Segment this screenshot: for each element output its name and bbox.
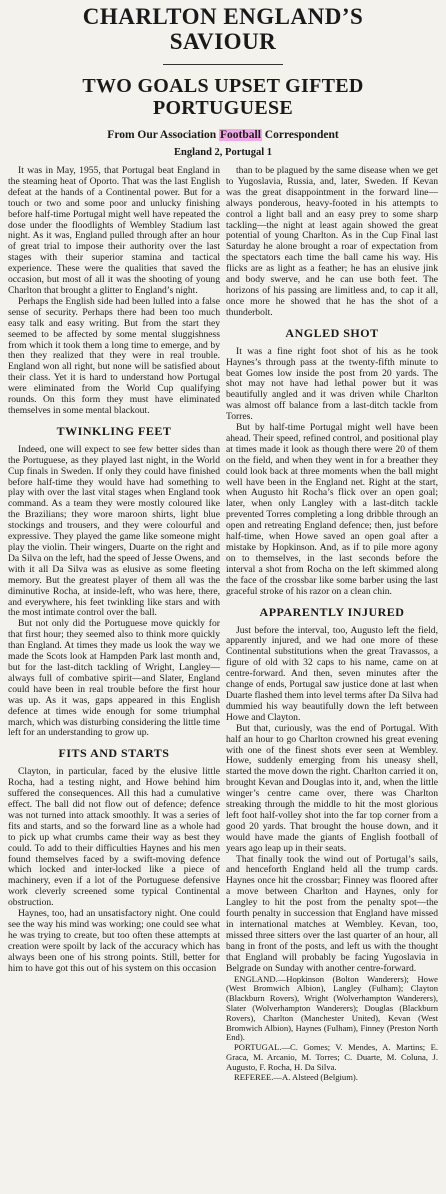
headline-line-2: SAVIOUR [169,29,277,54]
section-heading: FITS AND STARTS [58,746,170,761]
section-heading: TWINKLING FEET [56,423,172,438]
article-body [8,166,438,1082]
byline [8,129,438,141]
byline-highlight: Football [220,129,261,141]
lineup-paragraph: PORTUGAL.—C. Gomes; V. Mendes, A. Martins; E. Graca, M. Arcanio, M. Torres; C. Duarte, M. Coluna, J. Augusto, F. Rocha, H. Da Silva. [226,1042,438,1072]
divider [163,64,283,65]
section-heading: APPARENTLY INJURED [259,604,405,619]
body-paragraph: Indeed, one will expect to see few better sides than the Portuguese, as they played last night, in the World Cup finals in Sweden. If only they could have finished before half-time they would have had something to play with over the last vital stages when England took command. As a team they were mostly coloured like the Brazilians; they wore maroon shirts, light blue stockings and trousers, and they were colourful and expressive. They played the game like someone might play the violin. Their wingers, Duarte on the right and Da Silva on the left, had the speed of Jesse Owens, and with it all Da Silva was as elusive as some fleeting memory. But the greatest player of them all was the diminutive Rocha, at inside-left, who was here, there, and everywhere, his feet twinkling like stars and with the most intimate control over the ball. [8,443,220,619]
lineup-paragraph: REFEREE.—A. Alsteed (Belgium). [234,1071,358,1082]
section-heading: ANGLED SHOT [285,325,379,340]
subhead-line-2: PORTUGUESE [152,97,294,119]
body-paragraph: Clayton, in particular, faced by the elusive little Rocha, had a testing night, and Howe behind him suffered the consequences. All this had a cumulative effect. The ball did not flow out of defence; defence was not turned into attack smoothly. It was a series of fits and starts, and so the forward line as a whole had to pick up what crumbs came their way as best they could. To add to their difficulties Haynes and his men found themselves faced by a swift-moving defence which locked and inter-locked like a piece of machinery, even if a lot of the Portuguese defensive work cleverly screened some typical Continental obstruction. [8,766,220,909]
body-paragraph: It was a fine right foot shot of his as he took Haynes’s through pass at the twenty-fifth minute to beat Gomes low inside the post from 20 yards. The shot may not have had lethal power but it was beautifully angled and it was driven while Charlton was almost off balance from a last-ditch tackle from Torres. [226,345,438,423]
body-paragraph: Perhaps the English side had been lulled into a false sense of security. Perhaps there had been too much easy talk and easy writing. But from the start they seemed to be affected by some mental sluggishness from which it took them a long time to emerge, and by then they realized that they were in real trouble. England won all right, but none will be satisfied about their class. Yet it is hard to understand how Portugal were eliminated from the World Cup qualifying rounds. On this form they must have eliminated themselves in some mental blackout. [8,295,220,416]
body-paragraph: That finally took the wind out of Portugal’s sails, and henceforth England held all the trump cards. Haynes once hit the crossbar; Finney was floored after a move between Charlton and Haynes, only for Langley to hit the post from the penalty spot—the fourth penalty in succession that England have missed in international matches at Wembley. Kevan, too, missed three sitters over the last quarter of an hour, all bang in front of the posts, and left us with the thought that England will probably be facing Yugoslavia in Belgrade on Sunday with another centre-forward. [226,853,438,974]
body-paragraph: Haynes, too, had an unsatisfactory night. One could see the way his mind was working; one could see what he was trying to create, but too often these attempts at creation were spoilt by lack of the accuracy which has always been one of his strong points. Still, better for him to have got this out of his system on this occasion [8,908,220,974]
body-paragraph: Just before the interval, too, Augusto left the field, apparently injured, and we had one more of these Continental substitutions when the great Travassos, a figure of old with 32 caps to his name, came on at centre-forward. And then, seven minutes after the change of ends, Portugal saw justice done at last when Duarte flashed them into level terms after Da Silva had dummied his way beautifully down the left between Howe and Clayton. [226,624,438,723]
headline-line-1: CHARLTON ENGLAND’S [82,4,364,29]
byline-post: Correspondent [261,129,339,141]
headline [8,4,438,54]
match-score: England 2, Portugal 1 [173,147,273,158]
body-paragraph: But by half-time Portugal might well have been ahead. Their speed, refined control, and positional play at times made it look as though there were 20 of them on the field, and when they went in for a breather they could look back at three moments when the ball might well have been in the England net. Right at the start, when Augusto hit Rocha’s flick over an open goal; later, when only Langley with a last-ditch tackle prevented Torres completing a long dribble through an open and retreating England defence; then, just before half-time, when Howe saved an open goal after a mistake by Hopkinson. And, as if to pile more agony on to themselves, in the last seconds before the interval a shot from Rocha on the left skimmed along the face of the crossbar like some barber using the last graceful stroke of his razor on a clean chin. [226,422,438,597]
body-paragraph: But not only did the Portuguese move quickly for that first hour; they seemed also to think more quickly than England. At times they made us look the way we made the Scots look at Hampden Park last month and, but for the last-ditch tackling of Wright, Langley—always full of combative spirit—and Slater, England could have been in real trouble before the first hour was up. As it was, gaps appeared in this English defence at times wide enough for some triumphal march, which was disturbing considering the little time left for an understanding to grow up. [8,618,220,739]
subheadline [8,75,438,119]
team-lineups [226,975,438,1083]
left-column [8,166,220,1082]
body-paragraph: It was in May, 1955, that Portugal beat England in the steaming heat of Oporto. That was the last English defeat at the hands of a Continental power. But for a touch or two and some poor and unlucky finishing before half-time Portugal might well have repeated the dose under the floodlights of Wembley Stadium last night. As it was, England pulled through after an hour of great trial to impose their authority over the last stages with their superior stamina and tactical experience. These were the qualities that saved the occasion, but most of all it was the shooting of young Charlton that brought a glitter to England’s night. [8,165,220,296]
lineup-paragraph: ENGLAND.—Hopkinson (Bolton Wanderers); Howe (West Bromwich Albion), Langley (Fulham); Clayton (Blackburn Rovers), Wright (Wolverhampton Wanderers), Slater (Wolverhampton Wanderers); Douglas (Blackburn Rovers), Charlton (Manchester United), Kevan (West Bromwich Albion), Haynes (Fulham), Finney (Preston North End). [226,973,438,1043]
right-column [226,166,438,1082]
byline-pre: From Our Association [107,129,220,141]
body-paragraph: than to be plagued by the same disease when we get to Yugoslavia, Russia, and, later, Sweden. If Kevan was the great disappointment in the forward line—always ponderous, heavy-footed in his attempts to control a light ball and an easy prey to some sharp tackling—the night at least again showed the great potential of young Charlton. As in the Cup Final last Saturday he alone brought a roar of expectation from the spectators each time the ball came his way. His flicks are as light as a feather; he has an elusive jink and body swerve, and he can use both feet. The horizons of his passing are limitless and, to cap it all, once more he showed that he has the shot of a thunderbolt. [226,165,438,318]
body-paragraph: But that, curiously, was the end of Portugal. With half an hour to go Charlton crowned his great evening with one of the finest shots ever seen at Wembley. Howe, suddenly emerging from his uneasy shell, started the move down the right. Charlton carried it on, brought Kevan and Douglas into it, and, when the little winger’s centre came over, there was Charlton streaking through the middle to hit the most glorious left foot half-volley shot into the far top corner from a good 20 yards. That brought the house down, and it would have made the giants of English football of years ago leap up in their seats. [226,722,438,854]
subhead-line-1: TWO GOALS UPSET GIFTED [82,75,364,97]
